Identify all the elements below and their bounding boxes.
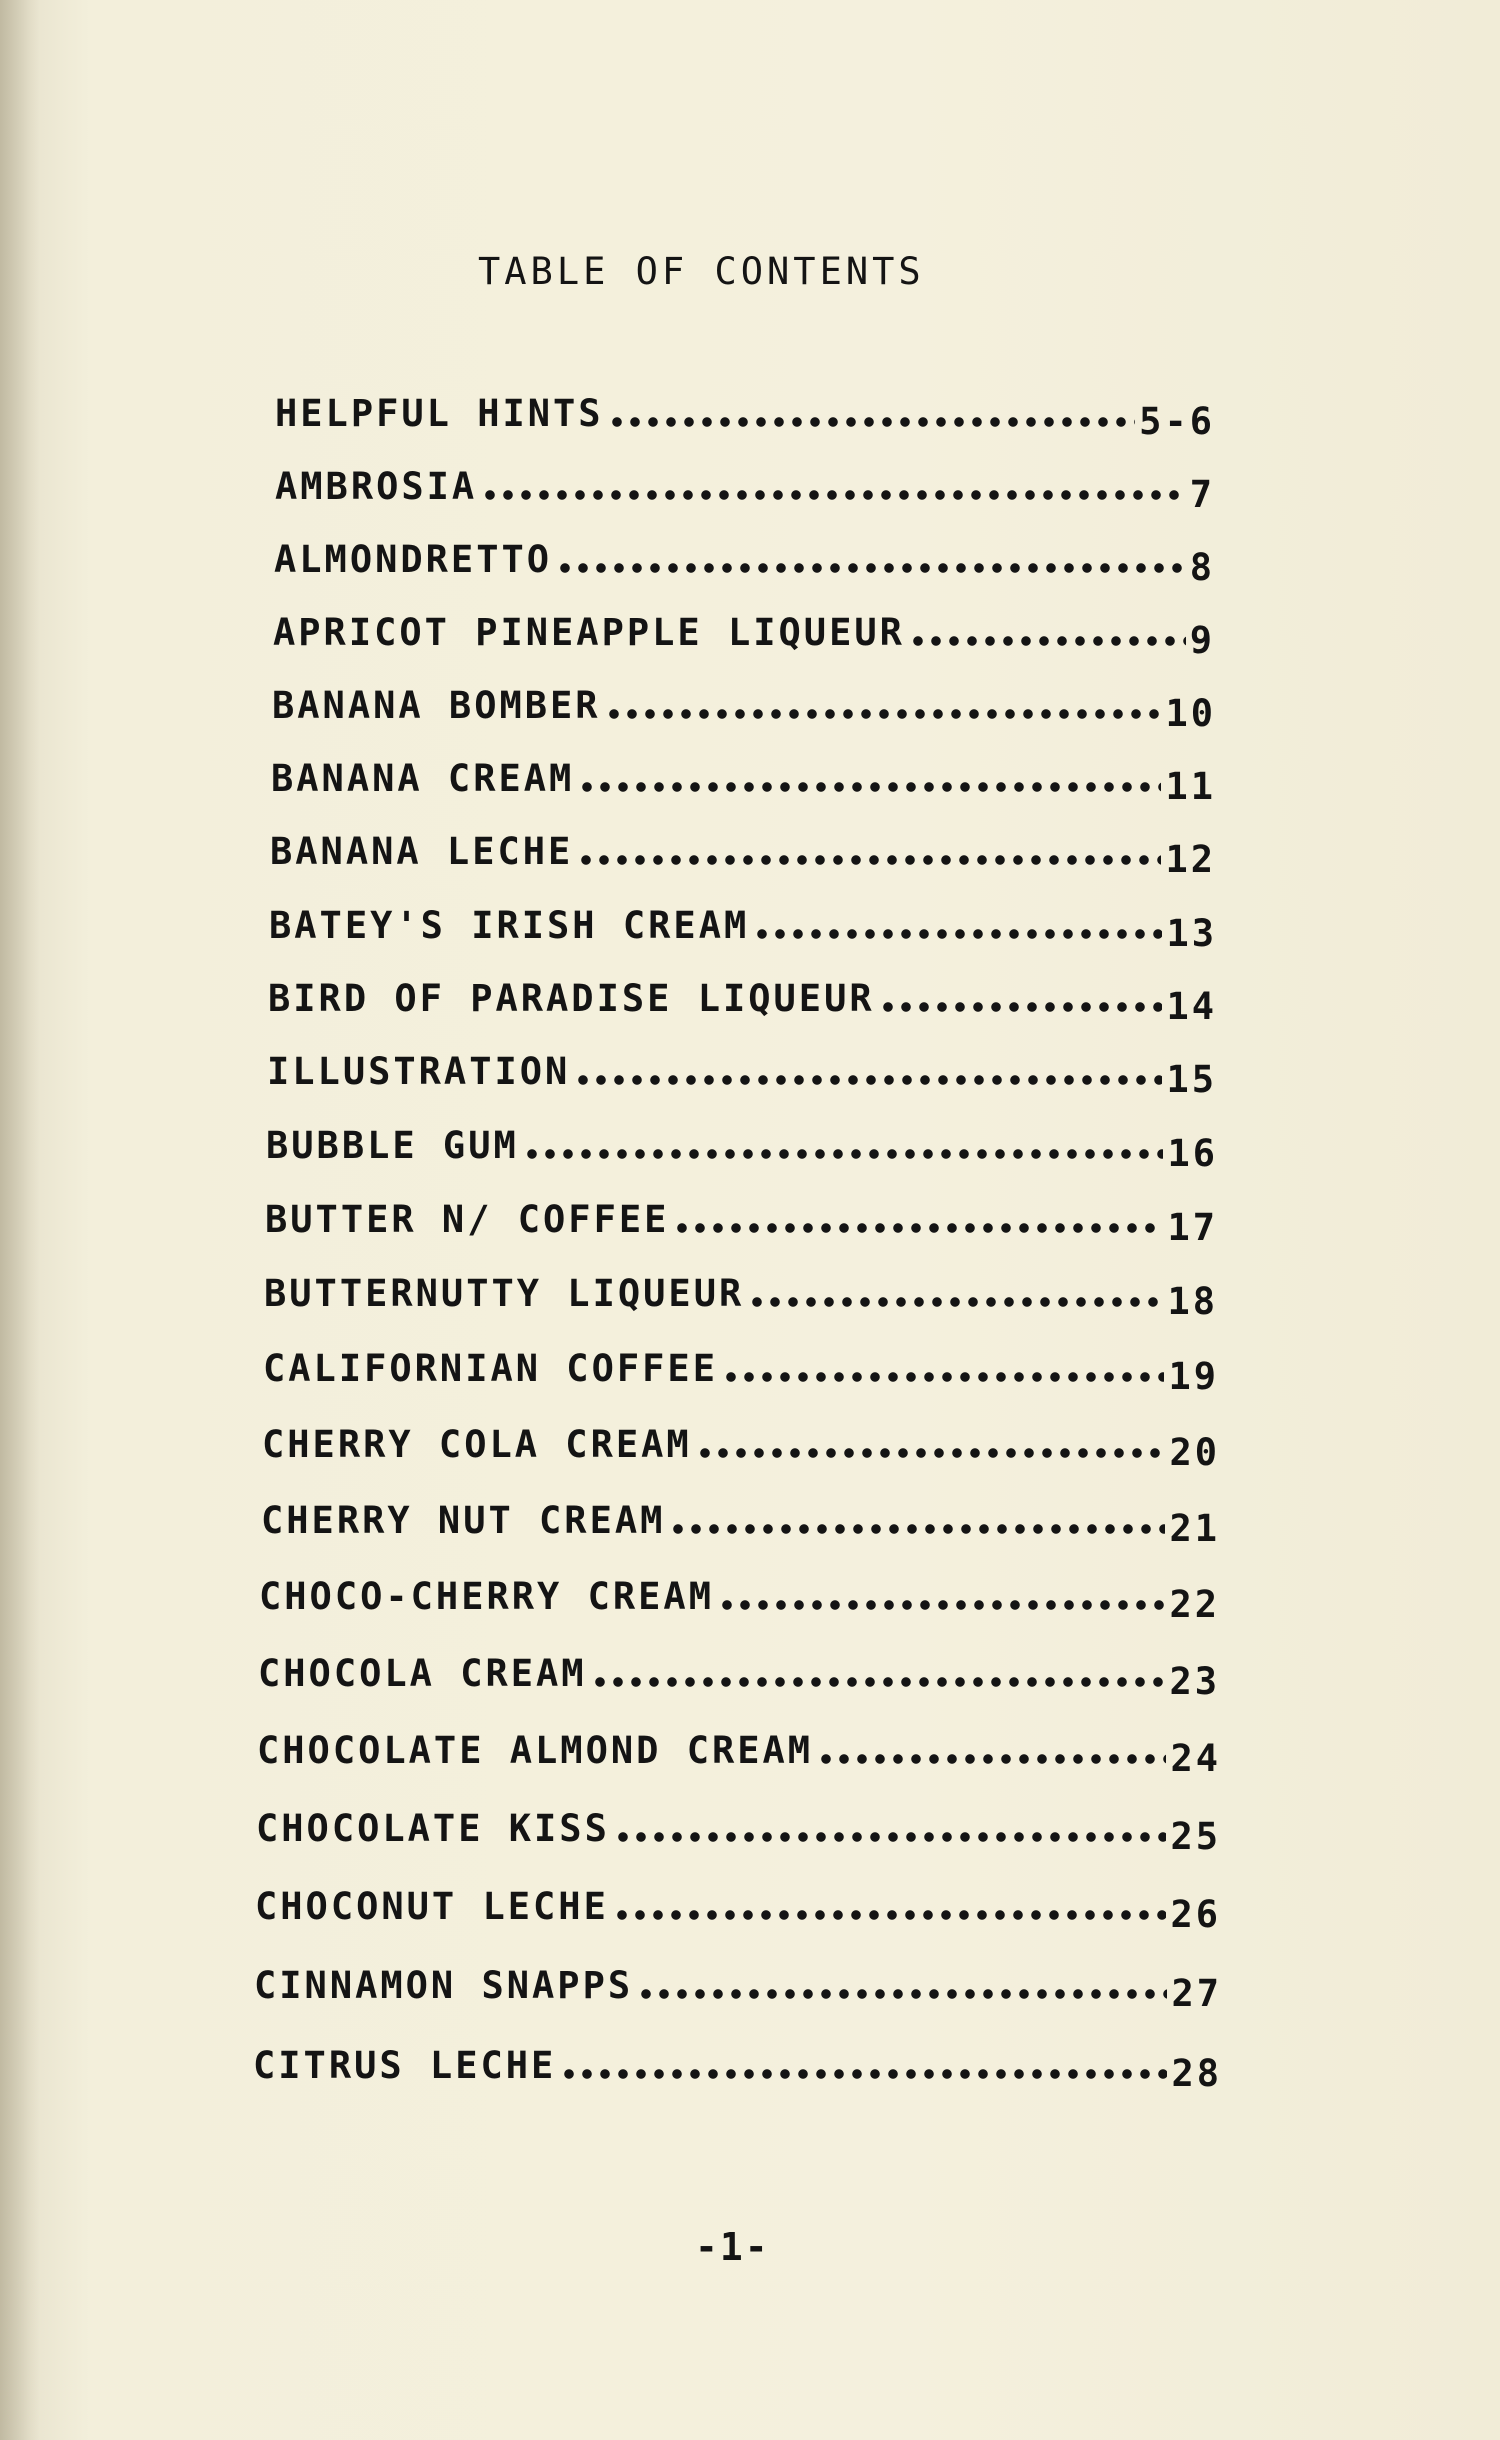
toc-entry-page: 5-6 [1139,400,1215,443]
dot-leader [577,853,1161,867]
toc-entry-label: BANANA CREAM [271,757,575,800]
dot-leader [613,1908,1167,1922]
toc-entry-page: 24 [1170,1737,1221,1780]
dot-leader [879,1000,1163,1014]
toc-entry-page: 17 [1167,1206,1218,1249]
toc-entry-page: 25 [1170,1815,1221,1858]
toc-entry-label: CHOCOLATE KISS [256,1807,610,1850]
page-number: -1- [695,2225,770,2269]
dot-leader [673,1221,1163,1235]
toc-entry-page: 7 [1189,473,1215,516]
toc-entry-page: 27 [1171,1972,1222,2015]
toc-entry-label: CHOCOLATE ALMOND CREAM [257,1729,814,1772]
toc-entry-label: ILLUSTRATION [267,1050,571,1093]
toc-entry [275,385,1215,443]
dot-leader [560,2067,1167,2081]
toc-entry-page: 9 [1189,619,1215,662]
toc-entry-label: CINNAMON SNAPPS [254,1964,634,2007]
toc-entry [275,458,1215,516]
toc-entry [273,604,1215,662]
toc-entry-label: BUTTER N/ COFFEE [265,1198,670,1241]
toc-entry-label: BUBBLE GUM [266,1124,519,1167]
toc-entry-label: CITRUS LECHE [253,2044,557,2087]
toc-entry-label: AMBROSIA [275,465,478,508]
toc-entry-page: 21 [1169,1507,1220,1550]
dot-leader [523,1147,1164,1161]
toc-entry-page: 19 [1168,1355,1219,1398]
toc-entry-page: 8 [1189,546,1215,589]
dot-leader [578,780,1161,794]
toc-entry-label: CHOCO-CHERRY CREAM [259,1575,714,1618]
dot-leader [614,1830,1167,1844]
toc-entry [274,531,1215,589]
toc-entry [253,2037,1222,2095]
dot-leader [669,1522,1165,1536]
dot-leader [748,1295,1163,1309]
toc-entry-label: BUTTERNUTTY LIQUEUR [264,1272,745,1315]
toc-entry [254,1957,1222,2015]
toc-entry-label: CHOCOLA CREAM [258,1652,587,1695]
toc-entry [259,1568,1220,1626]
dot-leader [637,1987,1167,2001]
toc-entry-page: 10 [1165,692,1216,735]
toc-entry [268,970,1217,1028]
toc-entry-label: BANANA BOMBER [272,684,601,727]
dot-leader [722,1370,1164,1384]
toc-entry-label: BIRD OF PARADISE LIQUEUR [268,977,875,1020]
dot-leader [556,561,1186,575]
toc-entry-label: HELPFUL HINTS [275,392,604,435]
toc-entry [256,1800,1221,1858]
toc-entry-page: 16 [1167,1132,1218,1175]
dot-leader [718,1598,1165,1612]
toc-entry-label: CHERRY NUT CREAM [261,1499,666,1542]
toc-entry [270,823,1216,881]
toc-entry-label: ALMONDRETTO [274,538,553,581]
toc-entry-label: BATEY'S IRISH CREAM [269,904,750,947]
toc-entry-label: CHERRY COLA CREAM [262,1423,692,1466]
toc-entry-page: 12 [1165,838,1216,881]
toc-entry [257,1722,1221,1780]
toc-entry-label: APRICOT PINEAPPLE LIQUEUR [273,611,905,654]
toc-entry [262,1416,1220,1474]
dot-leader [481,488,1186,502]
toc-entry-page: 15 [1166,1058,1217,1101]
dot-leader [696,1446,1166,1460]
toc-entry [272,677,1216,735]
toc-entry [266,1117,1218,1175]
toc-entry-label: CHOCONUT LECHE [255,1885,609,1928]
toc-entry-page: 13 [1166,912,1217,955]
toc-entry [261,1492,1220,1550]
toc-entry-page: 22 [1169,1583,1220,1626]
toc-entry-page: 26 [1170,1893,1221,1936]
toc-entry [267,1043,1217,1101]
toc-entry-page: 28 [1171,2052,1222,2095]
toc-entry-page: 23 [1169,1660,1220,1703]
toc-entry [264,1265,1218,1323]
toc-entry-page: 14 [1166,985,1217,1028]
dot-leader [753,927,1162,941]
dot-leader [605,707,1162,721]
dot-leader [591,1675,1166,1689]
toc-entry-label: BANANA LECHE [270,830,574,873]
toc-entry [265,1191,1218,1249]
dot-leader [608,415,1136,429]
toc-entry-page: 11 [1165,765,1216,808]
toc-entry [258,1645,1220,1703]
toc-entry-page: 18 [1167,1280,1218,1323]
toc-entry-page: 20 [1169,1431,1220,1474]
page-title: TABLE OF CONTENTS [478,250,925,293]
toc-entry [263,1340,1219,1398]
toc-entry [255,1878,1221,1936]
toc-entry [269,897,1217,955]
dot-leader [817,1752,1166,1766]
dot-leader [909,634,1186,648]
toc-entry [271,750,1216,808]
toc-entry-label: CALIFORNIAN COFFEE [263,1347,718,1390]
dot-leader [574,1073,1162,1087]
